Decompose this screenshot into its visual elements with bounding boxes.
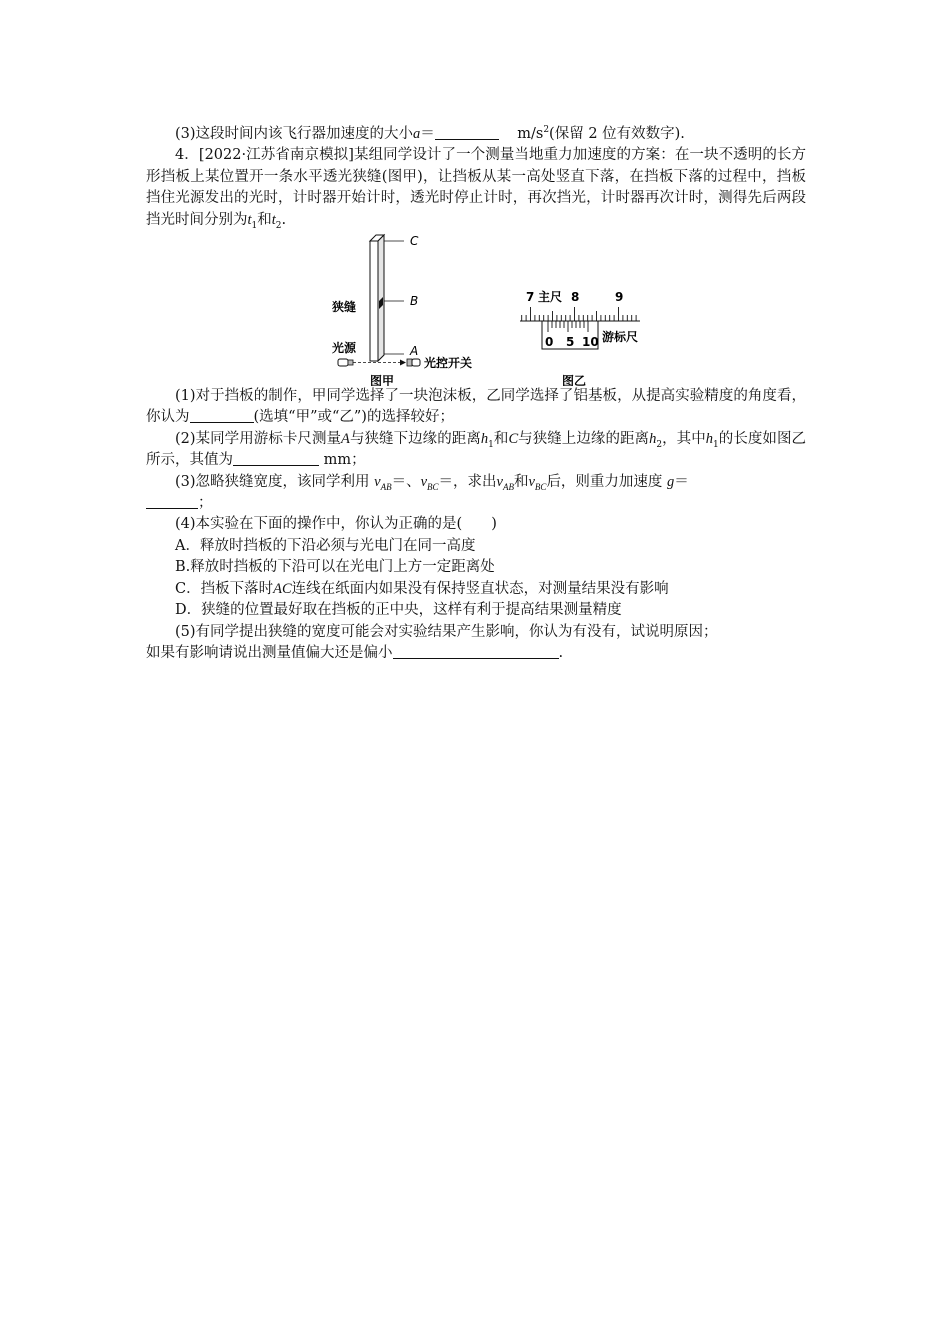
- label-C: C: [410, 234, 419, 249]
- figures: [146, 231, 806, 386]
- answer-blank[interactable]: [146, 494, 198, 509]
- sub-question-5: (5)有同学提出狭缝的宽度可能会对实验结果产生影响，你认为有没有，试说明原因；: [175, 623, 718, 640]
- caption-yi: 图乙: [562, 374, 587, 387]
- answer-blank[interactable]: [190, 408, 254, 423]
- photo-switch-icon: [407, 359, 412, 366]
- main-scale-7: 7: [526, 290, 535, 305]
- vernier-10: 10: [582, 335, 599, 350]
- figure-yi: [516, 231, 652, 393]
- caption-jia: 图甲: [370, 374, 395, 387]
- sub-question-3: (3)忽略狭缝宽度，该同学利用 $v_{AB}=$、$v_{BC}=$，求出$v_{AB}$和$v_{BC}$后，则重力加速度 g＝ ；: [146, 472, 806, 515]
- label-B: B: [410, 294, 419, 309]
- label-light-source: 光源: [332, 341, 357, 356]
- label-A: A: [410, 344, 419, 359]
- vernier-0: 0: [545, 335, 554, 350]
- answer-blank[interactable]: [393, 644, 559, 659]
- source-tag: [2022·江苏省南京模拟]: [198, 147, 354, 164]
- option-C[interactable]: C．挡板下落时AC连线在纸面内如果没有保持竖直状态，对测量结果没有影响: [175, 580, 669, 597]
- sub-question-5-cont: 如果有影响请说出测量值偏大还是偏小 .: [146, 644, 564, 661]
- main-scale-ticks: [522, 307, 636, 321]
- sub-question-4: (4)本实验在下面的操作中，你认为正确的是( ): [175, 516, 497, 533]
- sub-question-2: (2)某同学用游标卡尺测量A与狭缝下边缘的距离$h_1$和C与狭缝上边缘的距离$h_2$，其中$h_1$的长度如图乙所示，其值为 mm；: [146, 430, 807, 469]
- option-A[interactable]: A．释放时挡板的下沿必须与光电门在同一高度: [175, 537, 476, 554]
- prev-question-3: (3)这段时间内该飞行器加速度的大小a＝ $m/s^2$(保留 2 位有效数字).: [175, 125, 685, 142]
- label-photo-switch: 光控开关: [424, 356, 473, 371]
- vernier-5: 5: [566, 335, 575, 350]
- main-scale-8: 8: [571, 290, 580, 305]
- figure-jia: [332, 231, 492, 393]
- label-slit: 狭缝: [332, 300, 357, 315]
- main-scale-label: 主尺: [538, 290, 563, 305]
- option-D[interactable]: D．狭缝的位置最好取在挡板的正中央，这样有利于提高结果测量精度: [175, 602, 622, 619]
- vernier-caliper-drawing: [516, 231, 652, 386]
- light-source-icon: [338, 359, 348, 366]
- vernier-label: 游标尺: [602, 330, 639, 345]
- answer-blank[interactable]: [435, 125, 499, 140]
- sub-question-1: (1)对于挡板的制作，甲同学选择了一块泡沫板，乙同学选择了铝基板，从提高实验精度的角度看，你认为 (选填“甲”或“乙”)的选择较好；: [146, 388, 806, 426]
- document-page: [146, 124, 806, 664]
- option-B[interactable]: B.释放时挡板的下沿可以在光电门上方一定距离处: [175, 559, 495, 576]
- question-4-stem: 4．[2022·江苏省南京模拟]某组同学设计了一个测量当地重力加速度的方案：在一块不透明的长方形挡板上某位置开一条水平透光狭缝(图甲)，让挡板从某一高处竖直下落，在挡板下落的过程中，挡板挡住光源发出的光时，计时器开始计时，透光时停止计时，再次挡光，计时器再次计时，测得先后两段挡光时间分别为$t_1$和$t_2$.: [146, 147, 807, 231]
- main-scale-9: 9: [615, 290, 624, 305]
- figure-jia-drawing: [332, 231, 492, 386]
- answer-blank[interactable]: [233, 451, 319, 466]
